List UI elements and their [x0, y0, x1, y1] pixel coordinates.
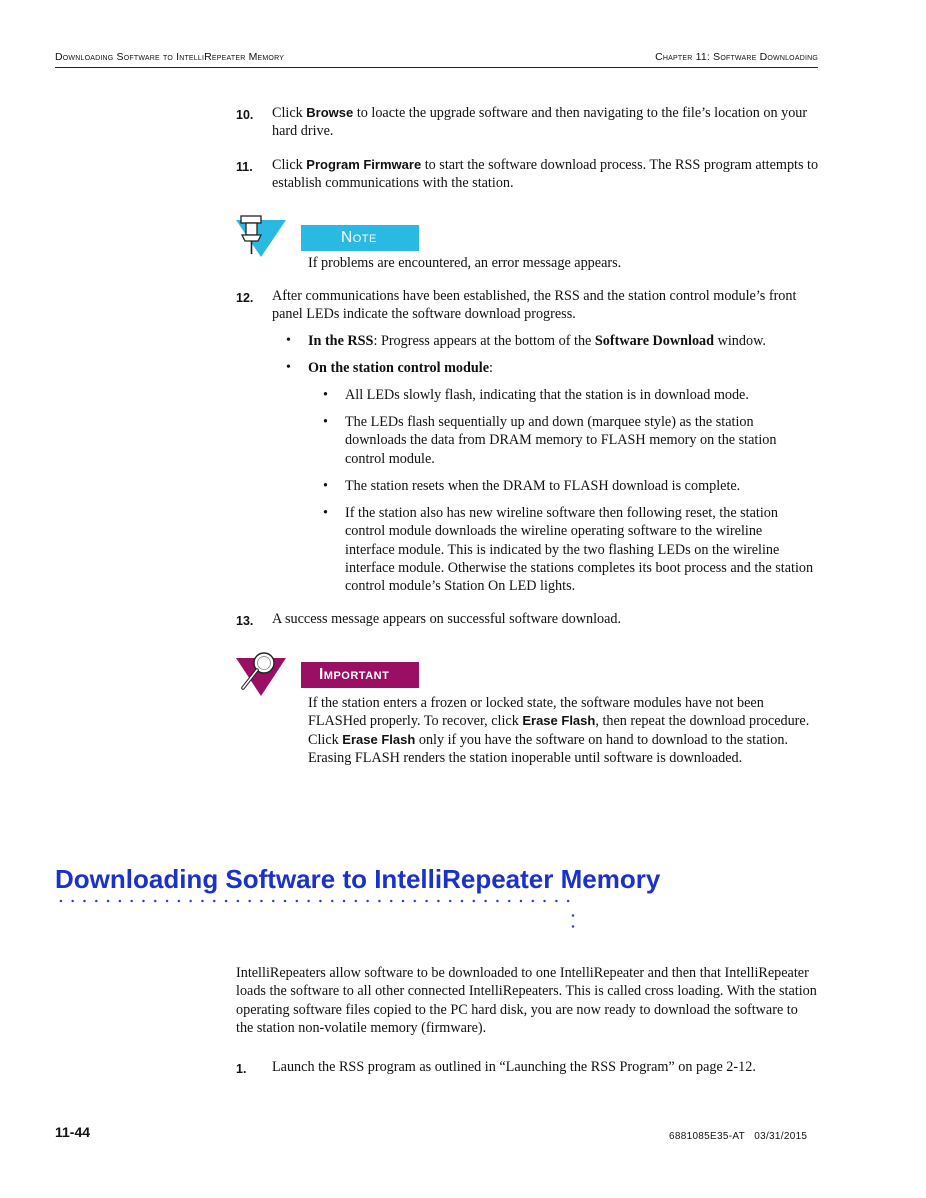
- step-number: 12.: [236, 291, 254, 305]
- step-text: Click: [272, 157, 307, 173]
- step-number: 13.: [236, 614, 254, 628]
- sub-bullet-dot: •: [323, 478, 328, 494]
- software-download-window-ref: Software Download: [594, 333, 715, 349]
- step-11-text: [272, 156, 822, 193]
- bullet-dot: •: [286, 360, 291, 375]
- step-text: to loacte the upgrade software and then navigating to the file’s location on your hard drive.: [272, 105, 808, 140]
- header-right-text: Chapter 11: Software Downloading: [655, 51, 818, 63]
- section-dotted-rule-vertical: [571, 910, 575, 936]
- sub-bullet: The LEDs flash sequentially up and down (marquee style) as the station downloads the data from DRAM memory to FLASH memory on the station control module.: [345, 414, 777, 467]
- header-left-text: Downloading Software to IntelliRepeater Memory: [55, 51, 285, 63]
- important-label: [301, 662, 419, 688]
- sub-bullet-dot: •: [323, 505, 328, 521]
- page-number: 11-44: [55, 1124, 91, 1140]
- doc-date: 03/31/2015: [754, 1131, 808, 1142]
- bullet-rss: [308, 332, 818, 350]
- section-step-1-text: Launch the RSS program as outlined in “Launching the RSS Program” on page 2-12.: [272, 1059, 756, 1075]
- note-label-text: Note: [341, 229, 377, 246]
- program-firmware-button-ref: Program Firmware: [306, 157, 422, 172]
- important-label-text: Important: [319, 666, 390, 683]
- step-number: 11.: [236, 160, 253, 174]
- bullet-dot: •: [286, 333, 291, 348]
- important-text: [308, 694, 820, 767]
- sub-bullet: If the station also has new wireline software then following reset, the station control module downloads the wireline operating software to the wireline interface module. This is indicated by the two flashing LEDs on the wireline interface module. Otherwise the stations completes its boot process and the station control module’s Station On LED lights.: [345, 505, 814, 595]
- bullet-bold: On the station control module: [308, 360, 490, 376]
- bullet-station-control: [308, 359, 818, 377]
- step-number: 1.: [236, 1062, 247, 1076]
- step-text: Click: [272, 105, 307, 121]
- doc-number: 6881085E35-AT: [669, 1131, 745, 1142]
- section-intro: IntelliRepeaters allow software to be downloaded to one IntelliRepeater and then that IntelliRepeater loads the software to all other connected IntelliRepeaters. This is called cross loading. With the station operating software files copied to the PC hard disk, you are now ready to download the software to the station non-volatile memory (firmware).: [236, 965, 817, 1036]
- step-13-text: A success message appears on successful software download.: [272, 611, 622, 627]
- sub-bullet-dot: •: [323, 387, 328, 403]
- step-number: 10.: [236, 108, 254, 122]
- erase-flash-button-ref: Erase Flash: [522, 713, 596, 729]
- running-header-left: [55, 48, 284, 66]
- bullet-text: window.: [714, 333, 766, 349]
- sub-bullet: All LEDs slowly flash, indicating that the station is in download mode.: [345, 387, 749, 403]
- sub-bullet-dot: •: [323, 414, 328, 430]
- erase-flash-button-ref: Erase Flash: [342, 731, 416, 747]
- section-dotted-rule: [55, 899, 575, 903]
- note-label: [301, 225, 419, 251]
- header-rule: [55, 67, 818, 68]
- important-body: , then repeat the download procedure. Click: [308, 713, 810, 748]
- important-body: only if you have the software on hand to download to the station. Erasing FLASH renders the station inoperable until software is downloaded.: [308, 731, 789, 766]
- magnifier-icon: [236, 650, 288, 698]
- important-body: If the station enters a frozen or locked state, the software modules have not been FLASHed properly. To recover, click: [308, 695, 764, 730]
- doc-info: [669, 1128, 807, 1146]
- note-text: If problems are encountered, an error message appears.: [308, 255, 622, 271]
- pushpin-icon: [236, 214, 288, 258]
- bullet-text: :: [489, 360, 493, 376]
- step-text: to start the software download process. The RSS program attempts to establish communications with the station.: [272, 157, 819, 192]
- bullet-text: : Progress appears at the bottom of the: [373, 333, 595, 349]
- sub-bullet: The station resets when the DRAM to FLASH download is complete.: [345, 478, 741, 494]
- step-10-text: [272, 104, 822, 141]
- step-12-text: After communications have been established, the RSS and the station control module’s front panel LEDs indicate the software download progress.: [272, 288, 797, 323]
- bullet-bold: In the RSS: [308, 333, 374, 349]
- running-header-right: [655, 48, 818, 66]
- browse-button-ref: Browse: [306, 105, 354, 120]
- section-title: Downloading Software to IntelliRepeater Memory: [55, 864, 661, 894]
